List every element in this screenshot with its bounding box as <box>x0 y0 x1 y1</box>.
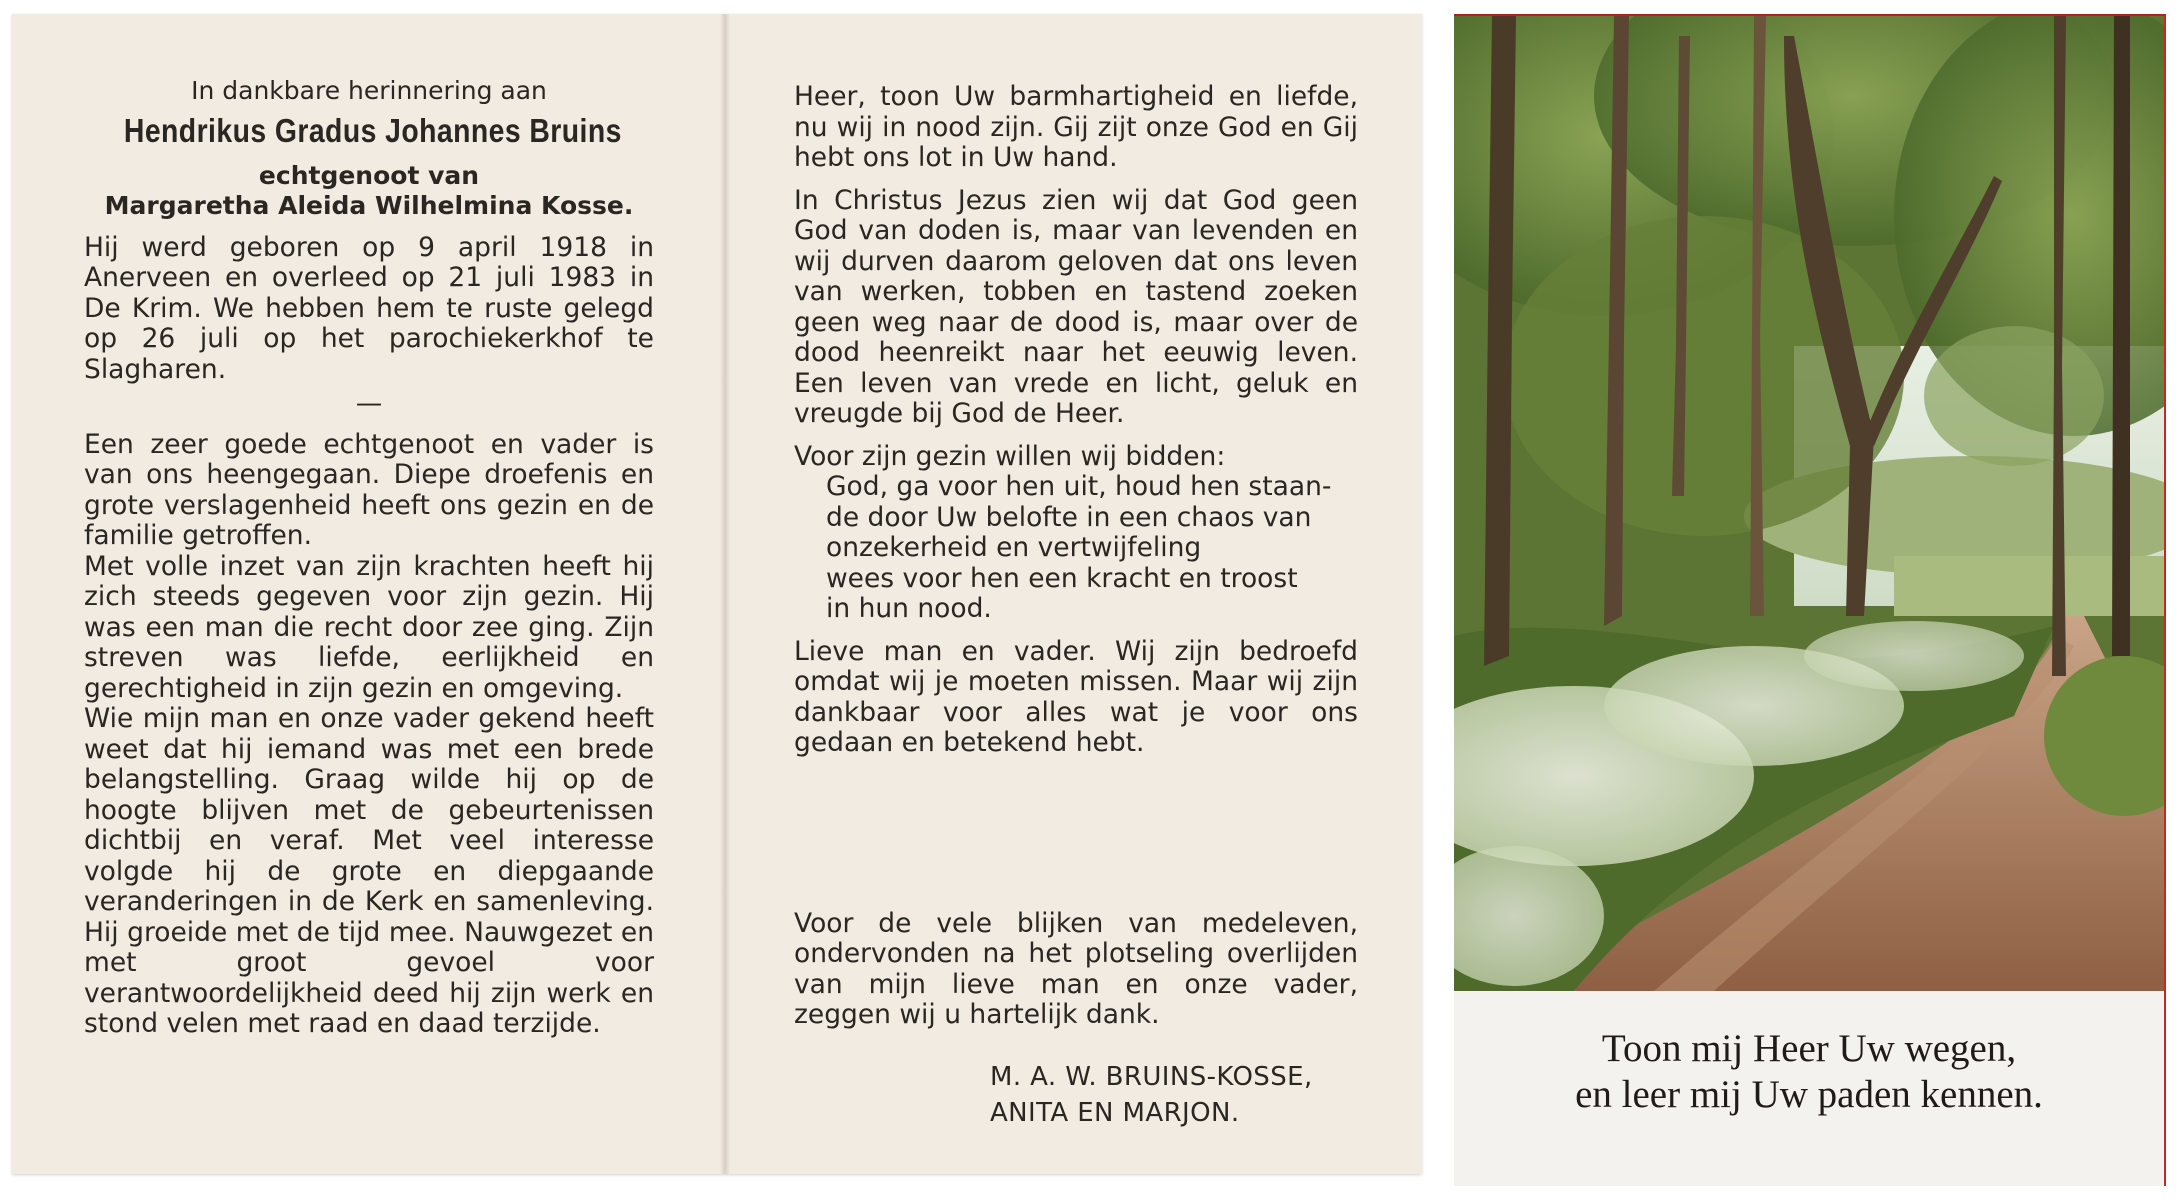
left-panel <box>84 76 654 1040</box>
tribute-paragraph-1: Een zeer goede echtgenoot en vader is van ons heengegaan. Diepe droefenis en grote verslagenheid heeft ons gezin en de familie getroffen. <box>84 428 654 551</box>
thanks-paragraph: Voor de vele blijken van medeleven, ondervonden na het plotseling overlijden van mijn lieve man en onze vader, zeggen wij u hartelijk dank. <box>794 907 1358 1030</box>
right-panel <box>794 82 1358 1131</box>
tribute-paragraph-3: Wie mijn man en onze vader gekend heeft weet dat hij iemand was met een brede belangstelling. Graag wilde hij op de hoogte blijven met de gebeurtenissen dichtbij en veraf. Met veel interesse volgde hij de grote en diepgaande veranderingen in de Kerk en samenleving. Hij groeide met de tijd mee. Nauwgezet en met groot gevoel voor verantwoordelijkheid deed hij zijn werk en stond velen met raad en daad terzijde. <box>84 703 654 1039</box>
separator-dash: — <box>355 388 383 419</box>
family-prayer-line: in hun nood. <box>826 593 992 624</box>
caption-line-2: en leer mij Uw paden kennen. <box>1575 1073 2043 1116</box>
family-prayer-line: onzekerheid en vertwijfeling <box>826 532 1202 563</box>
prayer-intro: Voor zijn gezin willen wij bidden: <box>794 440 1226 472</box>
birth-death-paragraph: Hij werd geboren op 9 april 1918 in Anerveen en overleed op 21 juli 1983 in De Krim. We hebben hem te ruste gelegd op 26 juli op het parochiekerkhof te Slagharen. <box>84 231 654 385</box>
intro-line: In dankbare herinnering aan <box>191 76 547 105</box>
deceased-name: Hendrikus Gradus Johannes Bruins <box>123 111 622 149</box>
family-prayer <box>794 472 1358 625</box>
spouse-label: echtgenoot van <box>258 160 480 190</box>
signature-line-1: M. A. W. BRUINS-KOSSE, <box>990 1061 1313 1092</box>
caption <box>1454 1026 2164 1118</box>
tribute-paragraph-2: Met volle inzet van zijn krachten heeft hij zich steeds gegeven voor zijn gezin. Hij was een man die recht door zee ging. Zijn streven was liefde, eerlijkheid en gerechtigheid in zijn gezin en omgeving. <box>84 550 654 704</box>
card-fold <box>720 14 730 1174</box>
prayer-paragraph-1: Heer, toon Uw barmhartigheid en liefde, nu wij in nood zijn. Gij zijt onze God en Gij hebt ons lot in Uw hand. <box>794 81 1358 173</box>
family-prayer-line: de door Uw belofte in een chaos van <box>826 501 1312 533</box>
family-prayer-line: wees voor hen een kracht en troost <box>826 562 1298 594</box>
spouse-name: Margaretha Aleida Wilhelmina Kosse. <box>104 190 634 220</box>
prayer-paragraph-4: Lieve man en vader. Wij zijn bedroefd omdat wij je moeten missen. Maar wij zijn dankbaar voor alles wat je voor ons gedaan en betekend hebt. <box>794 635 1358 758</box>
forest-path-photo <box>1454 16 2164 991</box>
prayer-paragraph-2: In Christus Jezus zien wij dat God geen God van doden is, maar van levenden en wij durven daarom geloven dat ons leven van werken, tobben en tastend zoeken geen weg naar de dood is, maar over de dood heenreikt naar het eeuwig leven. Een leven van vrede en licht, geluk en vreugde bij God de Heer. <box>794 184 1358 429</box>
memorial-card-front <box>1454 14 2166 1186</box>
signature-line-2: ANITA EN MARJON. <box>990 1097 1240 1128</box>
family-prayer-line: God, ga voor hen uit, houd hen staan- <box>826 471 1332 502</box>
caption-line-1: Toon mij Heer Uw wegen, <box>1601 1027 2017 1070</box>
signature-block <box>794 1059 1358 1131</box>
memorial-card-inside <box>12 14 1422 1174</box>
